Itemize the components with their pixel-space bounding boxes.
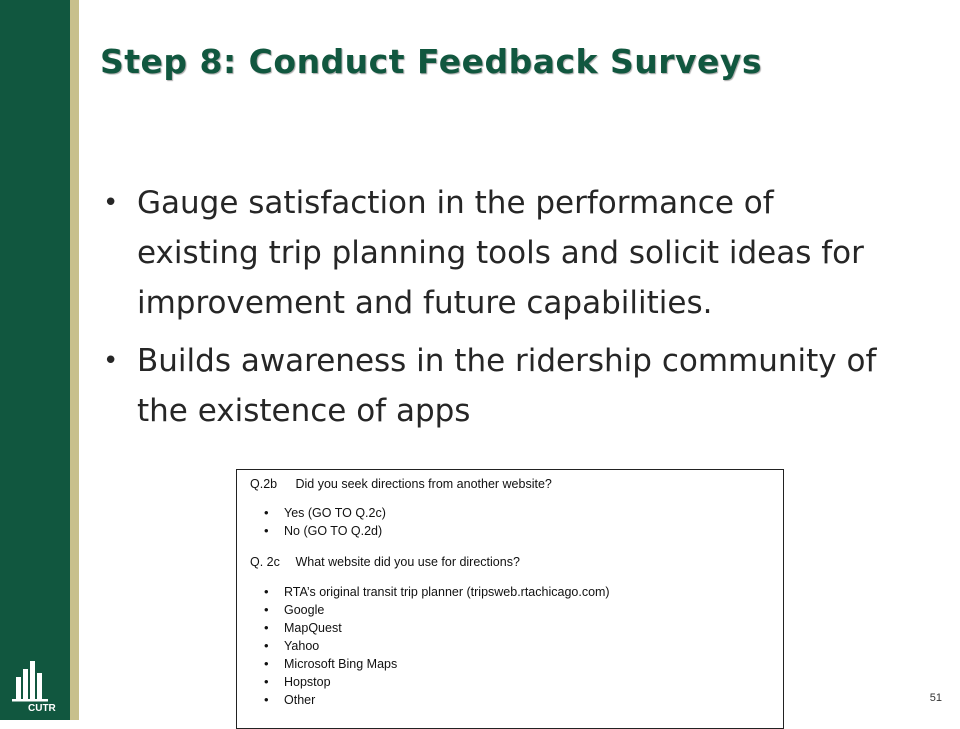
page-number: 51 [929, 692, 942, 704]
option-text: Yes (GO TO Q.2c) [284, 506, 386, 520]
survey-option [264, 674, 331, 689]
bullet-icon: • [264, 505, 269, 520]
option-text: Hopstop [284, 675, 331, 689]
bullet-icon: • [103, 346, 119, 376]
survey-option [264, 692, 315, 707]
bullet-icon: • [264, 602, 269, 617]
bullet-item [100, 336, 900, 436]
bullet-icon: • [264, 692, 269, 707]
bullet-icon: • [264, 656, 269, 671]
bullet-icon: • [103, 188, 119, 218]
question-text: What website did you use for directions? [295, 555, 520, 569]
option-text: RTA’s original transit trip planner (tripsweb.rtachicago.com) [284, 585, 610, 599]
survey-option [264, 584, 610, 599]
survey-question [250, 477, 552, 491]
question-text: Did you seek directions from another website? [295, 477, 552, 491]
survey-option [264, 505, 386, 520]
option-text: Other [284, 693, 316, 707]
survey-option [264, 638, 319, 653]
bullet-icon: • [264, 584, 269, 599]
bullet-text: Gauge satisfaction in the performance of existing trip planning tools and solicit ideas for improvement and future capabilities. [137, 185, 864, 321]
bullet-list [100, 178, 900, 444]
bullet-text: Builds awareness in the ridership community of the existence of apps [137, 343, 877, 429]
slide-title: Step 8: Conduct Feedback Surveys [100, 42, 763, 81]
left-sidebar-band [0, 0, 70, 720]
survey-option [264, 523, 382, 538]
bullet-icon: • [264, 523, 269, 538]
option-text: MapQuest [284, 621, 342, 635]
survey-option [264, 620, 342, 635]
logo-text: CUTR [28, 703, 56, 714]
option-text: No (GO TO Q.2d) [284, 524, 383, 538]
cutr-logo [6, 655, 66, 715]
survey-excerpt-image [236, 469, 784, 729]
bullet-icon: • [264, 674, 269, 689]
sidebar-accent-stripe [70, 0, 79, 720]
option-text: Google [284, 603, 325, 617]
option-text: Microsoft Bing Maps [284, 657, 398, 671]
question-number: Q. 2c [250, 555, 280, 569]
option-text: Yahoo [284, 639, 320, 653]
bullet-icon: • [264, 638, 269, 653]
survey-question [250, 555, 520, 569]
question-number: Q.2b [250, 477, 278, 491]
bullet-icon: • [264, 620, 269, 635]
survey-option [264, 602, 324, 617]
bullet-item [100, 178, 900, 328]
survey-option [264, 656, 397, 671]
